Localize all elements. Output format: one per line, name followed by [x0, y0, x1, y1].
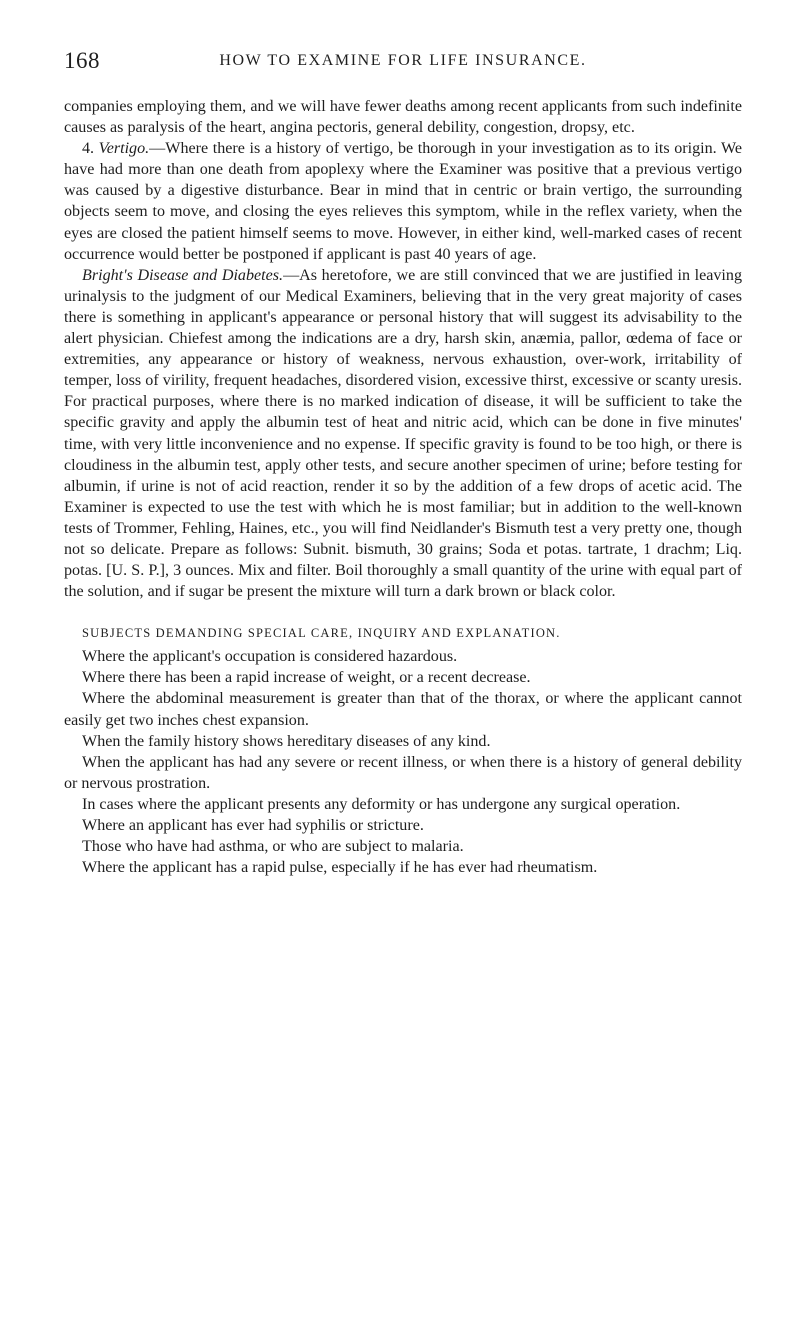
list-item: Where there has been a rapid increase of weight, or a recent decrease.	[82, 669, 531, 687]
vertigo-text: —Where there is a history of vertigo, be thorough in your investigation as to its origin. We have had more than one death from apoplexy where the Examiner was positive that a previous vertigo was caused by a digestive disturbance. Bear in mind that in centric or brain vertigo, the surrounding objects seem to move, and closing the eyes relieves this symptom, while in the reflex variety, when the eyes are closed the patient himself seems to move. However, in either kind, well-marked cases of recent occurrence would better be postponed if applicant is past 40 years of age.	[64, 140, 742, 263]
list-item: Where an applicant has ever had syphilis or stricture.	[82, 817, 424, 834]
running-title: HOW TO EXAMINE FOR LIFE INSURANCE.	[219, 52, 587, 69]
list-item: Where the abdominal measurement is greater than that of the thorax, or where the applicant cannot easily get two inches chest expansion.	[64, 690, 742, 729]
paragraph-vertigo	[64, 138, 742, 265]
list-item: In cases where the applicant presents any deformity or has undergone any surgical operation.	[82, 795, 681, 813]
section-heading: SUBJECTS DEMANDING SPECIAL CARE, INQUIRY AND EXPLANATION.	[82, 626, 561, 641]
list-item: Where the applicant has a rapid pulse, especially if he has ever had rheumatism.	[82, 859, 598, 877]
list-item: When the family history shows hereditary diseases of any kind.	[82, 732, 491, 750]
paragraph-continuation: companies employing them, and we will have fewer deaths among recent applicants from such indefinite causes as paralysis of the heart, angina pectoris, general debility, congestion, dropsy, etc.	[64, 98, 742, 137]
vertigo-title: Vertigo.	[98, 140, 150, 158]
page-header	[64, 48, 742, 78]
item-number: 4.	[82, 140, 99, 158]
list-item: Where the applicant's occupation is considered hazardous.	[82, 648, 458, 666]
brights-text: —As heretofore, we are still convinced that we are justified in leaving urinalysis to the judgment of our Medical Examiners, believing that in the very great majority of cases there is something in applicant's appearance or personal history that will suggest its advisability to the alert physician. Chiefest among the indications are a dry, harsh skin, anæmia, pallor, œdema of face or extremities, any appearance or history of weakness, nervous exhaustion, over-work, irritability of temper, loss of virility, frequent headaches, disordered vision, excessive thirst, excessive or scanty uresis. For practical purposes, where there is no marked indication of disease, it will be sufficient to take the specific gravity and apply the albumin test of heat and nitric acid, which can be done in five minutes' time, with very little inconvenience and no expense. If specific gravity is found to be too high, or there is cloudiness in the albumin test, apply other tests, and secure another specimen of urine; before testing for albumin, if urine is not of acid reaction, render it so by the addition of a few drops of acetic acid. The Examiner is expected to use the test with which he is most familiar; but in addition to the well-known tests of Trommer, Fehling, Haines, etc., you will find Neidlander's Bismuth test a very pretty one, though not so delicate. Prepare as follows: Subnit. bismuth, 30 grains; Soda et potas. tartrate, 1 drachm; Liq. potas. [U. S. P.], 3 ounces. Mix and filter. Boil thoroughly a small quantity of the urine with equal part of the solution, and if sugar be present the mixture will turn a dark brown or black color.	[64, 266, 742, 601]
subjects-list	[64, 646, 742, 878]
brights-title: Bright's Disease and Diabetes.	[82, 266, 284, 284]
paragraph-brights-disease	[64, 265, 742, 603]
list-item: When the applicant has had any severe or recent illness, or when there is a history of general debility or nervous prostration.	[64, 753, 742, 792]
list-item: Those who have had asthma, or who are subject to malaria.	[82, 838, 464, 856]
body-text	[64, 96, 742, 878]
page-number: 168	[64, 48, 100, 73]
